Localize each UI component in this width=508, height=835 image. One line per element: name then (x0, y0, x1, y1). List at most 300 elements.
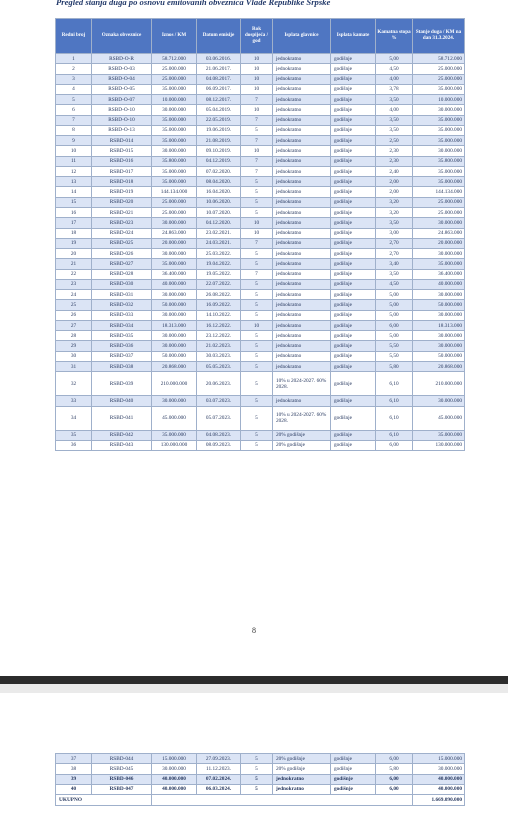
table-cell: RSBD-042 (92, 430, 152, 440)
table-cell: 40.000.000 (413, 774, 465, 784)
table-cell: 35.000.000 (152, 84, 197, 94)
table-cell: 06.03.2024. (197, 784, 241, 794)
table-cell: 05.05.2023. (197, 361, 241, 371)
table-cell: RSBD-047 (92, 784, 152, 794)
table-cell: 5 (241, 372, 273, 396)
table-cell: 20.000.000 (413, 238, 465, 248)
table-cell: 6,00 (376, 440, 413, 450)
table-row (56, 238, 465, 248)
table-row (56, 54, 465, 64)
table-cell: 5 (241, 430, 273, 440)
document-title: Pregled stanja duga po osnovu emitovanih obveznica Vlade Republike Srpske (56, 0, 331, 7)
table-cell: 16.09.2022. (197, 300, 241, 310)
table-cell: jednokratno (273, 396, 331, 406)
bond-debt-table (55, 18, 465, 451)
table-cell: 50.000.000 (152, 300, 197, 310)
table-cell: 23 (56, 279, 92, 289)
table-cell: RSBD-014 (92, 136, 152, 146)
table-cell: 25.000.000 (413, 197, 465, 207)
table-cell: 30.000.000 (413, 331, 465, 341)
table-cell: 4,50 (376, 64, 413, 74)
table-cell: 5 (241, 125, 273, 135)
table-cell: jednokratno (273, 166, 331, 176)
table-cell: jednokratno (273, 54, 331, 64)
table-row (56, 177, 465, 187)
table-cell: godišnje (331, 64, 376, 74)
table-cell: 23.02.2021. (197, 228, 241, 238)
table-cell: 30.000.000 (152, 310, 197, 320)
table-cell: 6,10 (376, 430, 413, 440)
table-cell: RSBD-028 (92, 269, 152, 279)
table-row (56, 764, 465, 774)
table-cell: godišnje (331, 300, 376, 310)
table-cell: godišnje (331, 430, 376, 440)
table-cell: 33 (56, 396, 92, 406)
table-row (56, 440, 465, 450)
table-cell: 40.000.000 (152, 774, 197, 784)
table-cell: 14.10.2022. (197, 310, 241, 320)
table-cell: 19 (56, 238, 92, 248)
table-cell: 27.09.2023. (197, 754, 241, 764)
table-cell: godišnje (331, 197, 376, 207)
table-cell: 26 (56, 310, 92, 320)
table-cell: 40.000.000 (413, 784, 465, 794)
table-cell: 5 (241, 774, 273, 784)
table-cell: godišnje (331, 105, 376, 115)
table-cell: RSBD-026 (92, 249, 152, 259)
table-cell: RSBD-O-R (92, 54, 152, 64)
table-cell: 3,00 (376, 228, 413, 238)
table-cell: 144.134.000 (152, 187, 197, 197)
table-cell: RSBD-019 (92, 187, 152, 197)
table-cell: jednokratno (273, 351, 331, 361)
table-cell: 5 (241, 406, 273, 430)
table-cell: 25.000.000 (413, 207, 465, 217)
table-row (56, 269, 465, 279)
table-cell: 09.10.2019. (197, 146, 241, 156)
table-cell: 5 (241, 331, 273, 341)
table-cell: 35.000.000 (152, 259, 197, 269)
table-cell: 4,00 (376, 74, 413, 84)
table-cell: 10 (56, 146, 92, 156)
table-cell: 3,78 (376, 84, 413, 94)
table-cell: 08.04.2020. (197, 177, 241, 187)
table-cell: 5 (241, 290, 273, 300)
table-cell: 3,20 (376, 207, 413, 217)
table-cell: RSBD-015 (92, 146, 152, 156)
table-cell: RSBD-033 (92, 310, 152, 320)
table-cell: 30.000.000 (152, 290, 197, 300)
table-row (56, 197, 465, 207)
document-page-2 (0, 693, 508, 835)
table-cell: 10% u 2024-2027. 60% 2028. (273, 406, 331, 430)
table-cell: 20% godišnje (273, 764, 331, 774)
table-cell: 10.000.000 (152, 95, 197, 105)
table-cell: godišnje (331, 406, 376, 430)
table-cell: 30.03.2023. (197, 351, 241, 361)
table-cell: 31 (56, 361, 92, 371)
table-cell: 6,10 (376, 406, 413, 430)
table-cell: jednokratno (273, 269, 331, 279)
table-cell: 35.000.000 (413, 125, 465, 135)
table-cell: 5,80 (376, 361, 413, 371)
table-cell: 25.000.000 (152, 74, 197, 84)
table-cell: godišnje (331, 84, 376, 94)
table-cell: 35.000.000 (413, 84, 465, 94)
table-row (56, 187, 465, 197)
table-cell: 5,00 (376, 331, 413, 341)
table-cell: 40.000.000 (152, 279, 197, 289)
table-cell: 29 (56, 341, 92, 351)
table-cell: RSBD-O-07 (92, 95, 152, 105)
table-cell: RSBD-O-10 (92, 115, 152, 125)
bond-debt-table-continued (55, 753, 465, 806)
table-cell: 04.12.2019. (197, 156, 241, 166)
table-cell: jednokratno (273, 146, 331, 156)
column-header: Oznaka obveznice (92, 19, 152, 54)
table-cell: 5,00 (376, 300, 413, 310)
table-cell: 50.000.000 (413, 351, 465, 361)
table-cell: 30.000.000 (413, 396, 465, 406)
table-cell: 30.000.000 (152, 341, 197, 351)
table-cell: 5 (241, 396, 273, 406)
table-header-row (56, 19, 465, 54)
table-cell: 30.000.000 (413, 105, 465, 115)
table-cell: godišnje (331, 177, 376, 187)
table-cell: 4,50 (376, 279, 413, 289)
table-cell: godišnje (331, 187, 376, 197)
table-cell: 7 (241, 238, 273, 248)
table-cell: 40.000.000 (413, 279, 465, 289)
table-cell: 39 (56, 774, 92, 784)
table-row (56, 146, 465, 156)
table-cell: 5 (241, 300, 273, 310)
table-cell: 7 (241, 115, 273, 125)
table-cell: RSBD-024 (92, 228, 152, 238)
table-cell: godišnje (331, 238, 376, 248)
table-cell: 50.000.000 (413, 300, 465, 310)
table-cell: 35.800.000 (152, 156, 197, 166)
table-cell: RSBD-036 (92, 341, 152, 351)
table-cell: 12 (56, 166, 92, 176)
table-cell: RSBD-O-04 (92, 74, 152, 84)
table-cell: jednokratno (273, 177, 331, 187)
table-cell: 35.000.000 (152, 125, 197, 135)
table-cell: 2 (56, 64, 92, 74)
table-cell: 15 (56, 197, 92, 207)
table-cell: 35.000.000 (413, 430, 465, 440)
total-value: 1.669.090.000 (413, 795, 465, 806)
table-cell: 25.000.000 (152, 64, 197, 74)
table-cell: RSBD-O-03 (92, 64, 152, 74)
table-cell: 07.02.2024. (197, 774, 241, 784)
table-cell: godišnje (331, 320, 376, 330)
table-cell: 17 (56, 218, 92, 228)
table-cell: 16.04.2020. (197, 187, 241, 197)
page-number: 8 (252, 626, 256, 635)
table-cell: 5,00 (376, 310, 413, 320)
table-cell: jednokratno (273, 279, 331, 289)
table-cell: 25.000.000 (152, 207, 197, 217)
table-cell: godišnje (331, 310, 376, 320)
table-cell: 130.000.000 (413, 440, 465, 450)
table-cell: 07.02.2020. (197, 166, 241, 176)
table-cell: 3,50 (376, 115, 413, 125)
table-cell: 10 (241, 54, 273, 64)
table-cell: 40.000.000 (152, 784, 197, 794)
table-cell: RSBD-034 (92, 320, 152, 330)
table-row (56, 310, 465, 320)
table-cell: 4,00 (376, 105, 413, 115)
table-cell: 45.000.000 (152, 406, 197, 430)
table-row (56, 372, 465, 396)
table-cell: 10% u 2024-2027. 60% 2028. (273, 372, 331, 396)
table-cell: 22.05.2019. (197, 115, 241, 125)
table-row (56, 300, 465, 310)
table-cell: RSBD-016 (92, 156, 152, 166)
table-cell: 6,00 (376, 784, 413, 794)
table-cell: jednokratno (273, 249, 331, 259)
table-cell: RSBD-039 (92, 372, 152, 396)
table-cell: 4 (56, 84, 92, 94)
table-cell: 20% godišnje (273, 430, 331, 440)
table-cell: 30.000.000 (413, 290, 465, 300)
table-cell: 10 (241, 228, 273, 238)
table-cell: godišnje (331, 784, 376, 794)
table-cell: RSBD-040 (92, 396, 152, 406)
table-cell: 03.06.2016. (197, 54, 241, 64)
table-cell: 5 (241, 754, 273, 764)
table-cell: godišnje (331, 259, 376, 269)
table-cell: 5 (241, 187, 273, 197)
table-cell: RSBD-020 (92, 197, 152, 207)
table-cell: jednokratno (273, 361, 331, 371)
table-cell: 24.03.2021. (197, 238, 241, 248)
table-cell: godišnje (331, 774, 376, 784)
table-cell: 5 (241, 310, 273, 320)
table-cell: 5 (241, 361, 273, 371)
table-cell: 36.400.000 (152, 269, 197, 279)
table-cell: 20 (56, 249, 92, 259)
table-cell: 5 (241, 341, 273, 351)
table-cell: 30.000.000 (152, 331, 197, 341)
table-cell: jednokratno (273, 95, 331, 105)
table-cell: godišnje (331, 156, 376, 166)
table-cell: 7 (241, 136, 273, 146)
table-cell: RSBD-043 (92, 440, 152, 450)
table-cell: 210.000.000 (152, 372, 197, 396)
table-cell: 18.313.000 (152, 320, 197, 330)
table-cell: 5 (241, 249, 273, 259)
table-cell: 40 (56, 784, 92, 794)
table-cell: 7 (241, 269, 273, 279)
page-separator (0, 676, 508, 684)
table-cell: 6,00 (376, 320, 413, 330)
table-cell: 2,70 (376, 249, 413, 259)
table-row (56, 218, 465, 228)
table-cell: 144.134.000 (413, 187, 465, 197)
table-cell: 6 (56, 105, 92, 115)
table-cell: godišnje (331, 351, 376, 361)
table-cell: 38 (56, 764, 92, 774)
table-cell: godišnje (331, 228, 376, 238)
table-cell: 35.000.000 (152, 115, 197, 125)
table-cell: RSBD-031 (92, 290, 152, 300)
table-cell: 24 (56, 290, 92, 300)
table-cell: 7 (241, 166, 273, 176)
table-cell: jednokratno (273, 115, 331, 125)
table-row (56, 84, 465, 94)
column-header: Kamatna stopa % (376, 19, 413, 54)
table-cell: RSBD-037 (92, 351, 152, 361)
table-row (56, 64, 465, 74)
table-cell: 2,40 (376, 166, 413, 176)
table-row (56, 259, 465, 269)
table-cell: 10 (241, 218, 273, 228)
table-cell: jednokratno (273, 197, 331, 207)
table-cell: jednokratno (273, 84, 331, 94)
table-cell: 3 (56, 74, 92, 84)
table-cell: 5 (241, 259, 273, 269)
table-cell: RSBD-030 (92, 279, 152, 289)
column-header: Datum emisije (197, 19, 241, 54)
table-row (56, 95, 465, 105)
table-cell: 22 (56, 269, 92, 279)
table-row (56, 774, 465, 784)
table-cell: 8 (56, 125, 92, 135)
table-cell: 10 (241, 146, 273, 156)
table-row (56, 331, 465, 341)
table-cell: 03.07.2023. (197, 396, 241, 406)
table-cell: 30.000.000 (413, 764, 465, 774)
table-cell: 5 (241, 197, 273, 207)
table-cell: RSBD-O-05 (92, 84, 152, 94)
table-cell: 19.05.2022. (197, 269, 241, 279)
table-cell: RSBD-044 (92, 754, 152, 764)
table-cell: jednokratno (273, 125, 331, 135)
table-cell: 10.000.000 (413, 95, 465, 105)
table-cell: RSBD-046 (92, 774, 152, 784)
table-cell: jednokratno (273, 774, 331, 784)
total-spacer (152, 795, 413, 806)
table-cell: 20% godišnje (273, 440, 331, 450)
table-cell: 20.868.000 (413, 361, 465, 371)
table-cell: 2,70 (376, 238, 413, 248)
table-cell: RSBD-O-10 (92, 105, 152, 115)
table-row (56, 166, 465, 176)
table-row (56, 156, 465, 166)
table-cell: 11.12.2023. (197, 764, 241, 774)
table-cell: RSBD-O-13 (92, 125, 152, 135)
table-cell: jednokratno (273, 218, 331, 228)
table-cell: RSBD-018 (92, 177, 152, 187)
table-cell: RSBD-017 (92, 166, 152, 176)
table-cell: 5,50 (376, 341, 413, 351)
table-row (56, 320, 465, 330)
table-cell: godišnje (331, 54, 376, 64)
table-row (56, 136, 465, 146)
table-cell: 5 (241, 440, 273, 450)
table-cell: 30.000.000 (152, 146, 197, 156)
table-cell: jednokratno (273, 784, 331, 794)
table-cell: 25.000.000 (413, 74, 465, 84)
table-cell: godišnje (331, 146, 376, 156)
table-cell: 3,50 (376, 269, 413, 279)
table-cell: 30.000.000 (152, 764, 197, 774)
table-cell: 30.000.000 (413, 218, 465, 228)
table-cell: 6,00 (376, 754, 413, 764)
table-cell: 27 (56, 320, 92, 330)
table-cell: jednokratno (273, 259, 331, 269)
table-cell: 9 (56, 136, 92, 146)
total-label: UKUPNO (56, 795, 152, 806)
table-cell: 21.02.2023. (197, 341, 241, 351)
table-cell: jednokratno (273, 238, 331, 248)
table-cell: 10 (241, 105, 273, 115)
column-header: Redni broj (56, 19, 92, 54)
table-cell: 3,20 (376, 197, 413, 207)
table-cell: 2,30 (376, 156, 413, 166)
table-cell: 04.12.2020. (197, 218, 241, 228)
table-cell: godišnje (331, 764, 376, 774)
table-cell: godišnje (331, 115, 376, 125)
table-cell: 35.000.000 (152, 177, 197, 187)
table-cell: godišnje (331, 166, 376, 176)
table-cell: 23.12.2022. (197, 331, 241, 341)
table-cell: jednokratno (273, 187, 331, 197)
table-cell: RSBD-032 (92, 300, 152, 310)
table-cell: godišnje (331, 249, 376, 259)
table-cell: godišnje (331, 341, 376, 351)
table-cell: 2,30 (376, 146, 413, 156)
table-cell: 16 (56, 207, 92, 217)
table-cell: 6,10 (376, 372, 413, 396)
table-cell: 05.07.2023. (197, 406, 241, 430)
page-gap (0, 684, 508, 693)
table-cell: 25.03.2022. (197, 249, 241, 259)
table-cell: 20% godišnje (273, 754, 331, 764)
table-cell: godišnje (331, 372, 376, 396)
table-row (56, 396, 465, 406)
table-cell: 35.800.000 (413, 156, 465, 166)
table-row (56, 74, 465, 84)
table-cell: 14 (56, 187, 92, 197)
table-row (56, 115, 465, 125)
table-cell: 15.000.000 (152, 754, 197, 764)
table-cell: 30.000.000 (152, 249, 197, 259)
table-row (56, 754, 465, 764)
table-cell: 37 (56, 754, 92, 764)
table-cell: 11 (56, 156, 92, 166)
table-cell: 7 (241, 156, 273, 166)
table-cell: 21.06.2017. (197, 64, 241, 74)
table-cell: jednokratno (273, 207, 331, 217)
table-row (56, 207, 465, 217)
table-cell: RSBD-025 (92, 238, 152, 248)
table-cell: 30 (56, 351, 92, 361)
table-cell: 5 (241, 764, 273, 774)
table-cell: 08.09.2023. (197, 440, 241, 450)
table-cell: godišnje (331, 440, 376, 450)
table-cell: 36 (56, 440, 92, 450)
table-cell: 10.07.2020. (197, 207, 241, 217)
table-cell: 30.000.000 (413, 310, 465, 320)
table-row (56, 351, 465, 361)
table-cell: 6,10 (376, 396, 413, 406)
table-cell: 45.000.000 (413, 406, 465, 430)
table-cell: 34 (56, 406, 92, 430)
table-cell: godišnje (331, 218, 376, 228)
